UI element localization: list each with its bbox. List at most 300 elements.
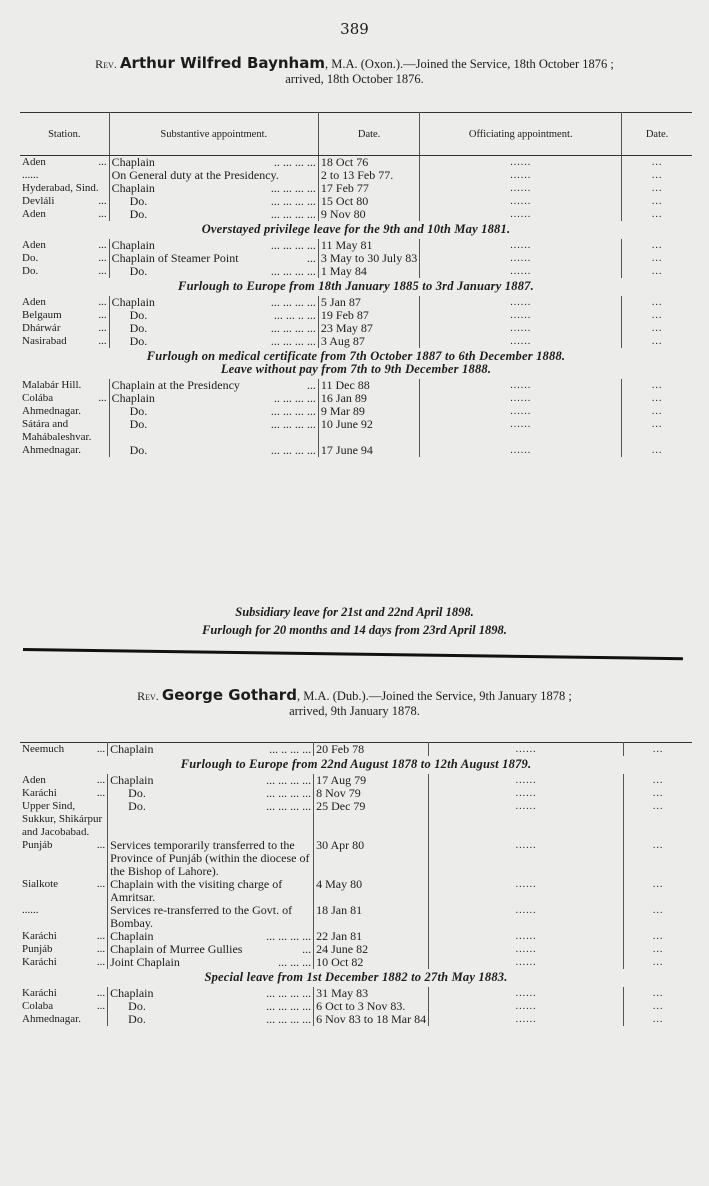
officiating-appointment-text: ...... xyxy=(515,775,537,786)
officiating-appointment-text: ...... xyxy=(515,879,537,890)
date-text: 10 Oct 82 xyxy=(316,955,364,969)
officiating-appointment-text: ...... xyxy=(510,323,532,334)
leave-note-row xyxy=(20,756,692,774)
officiating-appointment-cell xyxy=(420,405,622,418)
officiating-appointment-cell xyxy=(420,379,622,392)
page-number: 389 xyxy=(340,20,369,38)
leave-note-row xyxy=(20,348,692,379)
officiating-appointment-cell xyxy=(420,195,622,208)
station-cell xyxy=(20,418,109,444)
officiating-date-cell xyxy=(624,774,692,787)
leader-dots: ... xyxy=(96,787,106,799)
table-row xyxy=(20,1013,692,1026)
leader-dots: ... xyxy=(96,1000,106,1012)
station-text: ...... xyxy=(22,169,39,181)
officiating-date-cell xyxy=(622,252,692,265)
officiating-appointment-text: ...... xyxy=(515,957,537,968)
officiating-appointment-text: ...... xyxy=(510,183,532,194)
entry-heading-baynham xyxy=(0,56,709,87)
leave-note-row xyxy=(20,969,692,987)
table-row xyxy=(20,208,692,221)
substantive-appointment-text: Chaplain xyxy=(111,295,155,309)
station-text: Hyderabad, Sind. xyxy=(22,182,99,194)
substantive-appointment-text: Do. xyxy=(128,1012,146,1026)
date-cell xyxy=(318,335,419,348)
officiating-date-text: ... xyxy=(652,905,664,916)
date-text: 19 Feb 87 xyxy=(320,308,369,322)
station-cell xyxy=(20,392,109,405)
substantive-appointment-cell xyxy=(108,800,314,839)
leader-dots: ... xyxy=(96,956,106,968)
substantive-appointment-cell xyxy=(108,956,314,969)
officiating-date-text: ... xyxy=(651,393,663,404)
section-divider xyxy=(23,648,683,660)
substantive-appointment-cell xyxy=(109,265,318,278)
substantive-appointment-text: On General duty at the Presidency. xyxy=(111,168,279,182)
degree: , M.A. (Oxon.). xyxy=(324,57,404,71)
substantive-appointment-text: Chaplain xyxy=(110,929,154,943)
footnote: Subsidiary leave for 21st and 22nd April 1898. xyxy=(235,605,474,619)
date-text: 11 May 81 xyxy=(320,238,373,252)
leader-dots: ... xyxy=(98,208,107,220)
substantive-appointment-text: Chaplain xyxy=(111,238,155,252)
station-text: Dhárwár xyxy=(22,322,61,334)
station-cell xyxy=(20,296,109,309)
date-cell xyxy=(318,265,419,278)
substantive-appointment-text: Services re-transferred to the Govt. of Bombay. xyxy=(110,903,293,930)
officiating-appointment-text: ...... xyxy=(510,380,532,391)
substantive-appointment-cell xyxy=(109,208,318,221)
leave-note: Furlough to Europe from 18th January 1885 to 3rd January 1887. xyxy=(178,279,534,293)
officiating-appointment-text: ...... xyxy=(510,336,532,347)
leader-dots: ... xyxy=(96,930,106,942)
col-header-officiating: Officiating appointment. xyxy=(420,113,622,156)
leader-dots: ... xyxy=(302,942,312,956)
officiating-appointment-cell xyxy=(420,239,622,252)
station-cell xyxy=(20,743,108,757)
substantive-appointment-text: Do. xyxy=(129,194,148,208)
officiating-date-cell xyxy=(622,405,692,418)
officiating-appointment-text: ...... xyxy=(510,406,532,417)
station-cell xyxy=(20,335,109,348)
substantive-appointment-text: Chaplain with the visiting charge of Amritsar. xyxy=(110,877,283,904)
substantive-appointment-text: Chaplain of Steamer Point xyxy=(111,251,239,265)
date-cell xyxy=(314,1013,429,1026)
station-text: Aden xyxy=(22,296,46,308)
substantive-appointment-text: Do. xyxy=(129,417,148,431)
substantive-appointment-cell xyxy=(108,1013,314,1026)
station-cell xyxy=(20,800,108,839)
station-cell xyxy=(20,309,109,322)
officiating-date-cell xyxy=(624,904,692,930)
officiating-appointment-cell xyxy=(429,1000,624,1013)
station-cell xyxy=(20,839,108,878)
station-cell xyxy=(20,379,109,392)
officiating-date-cell xyxy=(622,208,692,221)
officiating-date-text: ... xyxy=(652,840,664,851)
substantive-appointment-text: Do. xyxy=(129,308,148,322)
station-text: Neemuch xyxy=(22,743,65,755)
date-cell xyxy=(314,878,429,904)
officiating-appointment-text: ...... xyxy=(510,310,532,321)
officiating-appointment-text: ...... xyxy=(515,905,537,916)
substantive-appointment-text: Do. xyxy=(129,443,148,457)
officiating-appointment-cell xyxy=(429,1013,624,1026)
leader-dots: ... ... ... ... xyxy=(266,929,312,943)
table-row xyxy=(20,444,692,457)
substantive-appointment-cell xyxy=(109,156,318,170)
leave-note-row xyxy=(20,221,692,239)
date-text: 4 May 80 xyxy=(316,877,363,891)
station-cell xyxy=(20,169,109,182)
officiating-appointment-cell xyxy=(429,930,624,943)
station-text: Do. xyxy=(22,265,39,277)
leader-dots: ... xyxy=(98,239,107,251)
officiating-date-text: ... xyxy=(652,944,664,955)
date-cell xyxy=(318,208,419,221)
station-cell xyxy=(20,787,108,800)
officiating-appointment-cell xyxy=(429,956,624,969)
officiating-appointment-text: ...... xyxy=(510,393,532,404)
table-body xyxy=(20,156,692,458)
officiating-date-text: ... xyxy=(651,266,663,277)
officiating-date-cell xyxy=(622,418,692,444)
officiating-date-cell xyxy=(622,169,692,182)
officiating-date-text: ... xyxy=(651,336,663,347)
officiating-date-text: ... xyxy=(652,957,664,968)
officiating-date-cell xyxy=(622,182,692,195)
officiating-appointment-text: ...... xyxy=(515,801,537,812)
table-row xyxy=(20,418,692,444)
leader-dots: ... ... ... ... xyxy=(270,321,316,335)
station-cell xyxy=(20,195,109,208)
station-text: Aden xyxy=(22,208,46,220)
substantive-appointment-text: Do. xyxy=(128,786,146,800)
arrived-text: arrived, 9th January 1878. xyxy=(289,704,420,718)
officiating-appointment-cell xyxy=(420,392,622,405)
substantive-appointment-text: Chaplain xyxy=(110,742,154,756)
station-cell xyxy=(20,943,108,956)
leader-dots: ... ... ... ... xyxy=(266,773,312,787)
date-text: 16 Jan 89 xyxy=(320,391,367,405)
leave-note: Furlough to Europe from 22nd August 1878 to 12th August 1879. xyxy=(180,757,532,771)
table-row xyxy=(20,335,692,348)
substantive-appointment-cell xyxy=(108,878,314,904)
leave-note: Overstayed privilege leave for the 9th and 10th May 1881. xyxy=(201,222,511,236)
leader-dots: ... xyxy=(98,322,107,334)
officiating-date-text: ... xyxy=(651,253,663,264)
station-text: Aden xyxy=(22,774,46,786)
rev-prefix: Rev. xyxy=(95,57,117,71)
leader-dots: ... ... ... ... xyxy=(270,238,316,252)
leader-dots: ... ... ... ... xyxy=(270,295,316,309)
officiating-date-cell xyxy=(624,987,692,1000)
officiating-date-cell xyxy=(622,309,692,322)
leader-dots: ... ... ... xyxy=(278,955,312,969)
station-text: Upper Sind, Sukkur, Shikárpur and Jacobabad. xyxy=(22,800,103,838)
substantive-appointment-text: Do. xyxy=(128,999,146,1013)
officiating-appointment-cell xyxy=(429,904,624,930)
arrived-text: arrived, 18th October 1876. xyxy=(285,72,424,86)
date-text: 2 to 13 Feb 77. xyxy=(320,168,394,182)
substantive-appointment-text: Chaplain at the Presidency xyxy=(111,378,240,392)
officiating-appointment-cell xyxy=(420,156,622,170)
officiating-date-cell xyxy=(624,878,692,904)
date-cell xyxy=(314,743,429,757)
station-text: Sialkote xyxy=(22,878,59,890)
date-text: 3 May to 30 July 83 xyxy=(320,251,418,265)
date-text: 3 Aug 87 xyxy=(320,334,365,348)
joined-text: —Joined the Service, 18th October 1876 ; xyxy=(403,57,614,71)
leader-dots: ... xyxy=(96,774,106,786)
officiating-date-text: ... xyxy=(651,310,663,321)
station-text: Ahmednagar. xyxy=(22,405,81,417)
officiating-appointment-text: ...... xyxy=(515,744,537,755)
station-text: Punjáb xyxy=(22,943,53,955)
substantive-appointment-cell xyxy=(109,444,318,457)
date-text: 1 May 84 xyxy=(320,264,367,278)
station-text: Colaba xyxy=(22,1000,54,1012)
officiating-date-text: ... xyxy=(652,801,664,812)
leader-dots: ... ... ... ... xyxy=(266,986,312,1000)
substantive-appointment-text: Do. xyxy=(128,799,146,813)
station-text: Karáchi xyxy=(22,930,57,942)
leader-dots: ... ... ... ... xyxy=(270,417,316,431)
leave-note: Furlough on medical certificate from 7th October 1887 to 6th December 1888. Leave without pay from 7th to 9th December 1888. xyxy=(146,349,566,376)
substantive-appointment-cell xyxy=(109,418,318,444)
officiating-appointment-text: ...... xyxy=(515,1014,537,1025)
officiating-appointment-cell xyxy=(429,839,624,878)
officiating-appointment-cell xyxy=(429,943,624,956)
leader-dots: ... ... ... ... xyxy=(266,1012,312,1026)
substantive-appointment-text: Do. xyxy=(129,404,148,418)
officiating-appointment-text: ...... xyxy=(515,944,537,955)
officiating-appointment-text: ...... xyxy=(515,988,537,999)
substantive-appointment-text: Services temporarily transferred to the Province of Punjáb (within the diocese of the Bishop of Lahore). xyxy=(110,838,310,878)
station-cell xyxy=(20,182,109,195)
substantive-appointment-cell xyxy=(108,743,314,757)
date-text: 18 Oct 76 xyxy=(320,155,369,169)
col-header-station: Station. xyxy=(20,113,109,156)
officiating-date-cell xyxy=(622,379,692,392)
leader-dots: ... ... ... ... xyxy=(270,194,316,208)
officiating-date-text: ... xyxy=(652,879,664,890)
substantive-appointment-text: Chaplain xyxy=(110,773,154,787)
date-text: 24 June 82 xyxy=(316,942,369,956)
person-name: George Gothard xyxy=(161,686,297,704)
table-body xyxy=(20,743,692,1027)
station-text: Do. xyxy=(22,252,39,264)
date-cell xyxy=(318,444,419,457)
officiating-appointment-text: ...... xyxy=(510,253,532,264)
station-text: Malabár Hill. xyxy=(22,379,82,391)
officiating-appointment-text: ...... xyxy=(510,240,532,251)
officiating-appointment-text: ...... xyxy=(510,170,532,181)
date-text: 9 Nov 80 xyxy=(320,207,366,221)
date-text: 20 Feb 78 xyxy=(316,742,365,756)
substantive-appointment-text: Chaplain xyxy=(110,986,154,1000)
leader-dots: ... xyxy=(96,878,106,890)
station-cell xyxy=(20,1013,108,1026)
officiating-date-cell xyxy=(624,787,692,800)
table-row xyxy=(20,904,692,930)
footnote: Furlough for 20 months and 14 days from 23rd April 1898. xyxy=(202,623,507,637)
substantive-appointment-text: Do. xyxy=(129,334,148,348)
officiating-appointment-text: ...... xyxy=(515,931,537,942)
leader-dots: ... xyxy=(98,309,107,321)
col-header-substantive: Substantive appointment. xyxy=(109,113,318,156)
date-cell xyxy=(318,156,419,170)
officiating-date-cell xyxy=(624,1013,692,1026)
officiating-appointment-text: ...... xyxy=(510,209,532,220)
leader-dots: ... ... ... ... xyxy=(270,207,316,221)
leader-dots: ... xyxy=(96,839,106,851)
substantive-appointment-text: Do. xyxy=(129,264,148,278)
leader-dots: ... xyxy=(306,251,316,265)
leader-dots: ... xyxy=(96,943,106,955)
substantive-appointment-text: Do. xyxy=(129,321,148,335)
officiating-appointment-text: ...... xyxy=(515,1001,537,1012)
officiating-appointment-cell xyxy=(420,309,622,322)
station-text: ...... xyxy=(22,904,39,916)
substantive-appointment-cell xyxy=(108,839,314,878)
officiating-appointment-text: ...... xyxy=(510,196,532,207)
station-cell xyxy=(20,774,108,787)
station-text: Nasirabad xyxy=(22,335,67,347)
officiating-date-text: ... xyxy=(652,931,664,942)
table-row xyxy=(20,156,692,170)
leader-dots: ... xyxy=(98,335,107,347)
leader-dots: ... xyxy=(96,743,106,755)
station-text: Punjáb xyxy=(22,839,53,851)
station-text: Devláli xyxy=(22,195,55,207)
leader-dots: ... ... ... ... xyxy=(270,181,316,195)
date-text: 17 Aug 79 xyxy=(316,773,367,787)
leave-note: Special leave from 1st December 1882 to 27th May 1883. xyxy=(204,970,508,984)
officiating-appointment-cell xyxy=(420,444,622,457)
date-cell xyxy=(318,418,419,444)
station-cell xyxy=(20,156,109,170)
officiating-appointment-cell xyxy=(429,878,624,904)
substantive-appointment-text: Chaplain xyxy=(111,391,155,405)
substantive-appointment-text: Chaplain of Murree Gullies xyxy=(110,942,243,956)
leader-dots: ... ... ... ... xyxy=(266,999,312,1013)
entry-heading-gothard xyxy=(0,688,709,719)
station-cell xyxy=(20,904,108,930)
station-cell xyxy=(20,1000,108,1013)
officiating-date-cell xyxy=(622,265,692,278)
officiating-date-cell xyxy=(624,930,692,943)
leave-note-row xyxy=(20,278,692,296)
officiating-appointment-text: ...... xyxy=(510,297,532,308)
officiating-date-text: ... xyxy=(651,209,663,220)
leader-dots: ... xyxy=(306,378,316,392)
station-cell xyxy=(20,208,109,221)
station-cell xyxy=(20,239,109,252)
station-cell xyxy=(20,322,109,335)
col-header-date: Date. xyxy=(318,113,419,156)
date-text: 11 Dec 88 xyxy=(320,378,370,392)
officiating-appointment-cell xyxy=(420,265,622,278)
officiating-date-cell xyxy=(624,956,692,969)
date-text: 6 Oct to 3 Nov 83. xyxy=(316,999,406,1013)
degree: , M.A. (Dub.). xyxy=(296,689,369,703)
officiating-date-cell xyxy=(622,239,692,252)
substantive-appointment-text: Chaplain xyxy=(111,181,155,195)
station-text: Belgaum xyxy=(22,309,62,321)
date-text: 17 Feb 77 xyxy=(320,181,369,195)
officiating-date-cell xyxy=(622,322,692,335)
officiating-date-text: ... xyxy=(651,406,663,417)
officiating-appointment-cell xyxy=(429,787,624,800)
officiating-appointment-cell xyxy=(420,169,622,182)
officiating-appointment-cell xyxy=(420,208,622,221)
table-row xyxy=(20,743,692,757)
leader-dots: ... ... ... ... xyxy=(270,334,316,348)
date-text: 15 Oct 80 xyxy=(320,194,369,208)
leader-dots: ... xyxy=(96,987,106,999)
leader-dots: ... ... ... ... xyxy=(266,786,312,800)
table-header-row xyxy=(20,113,692,156)
officiating-date-text: ... xyxy=(651,170,663,181)
table-row xyxy=(20,800,692,839)
officiating-appointment-cell xyxy=(420,335,622,348)
date-text: 31 May 83 xyxy=(316,986,369,1000)
date-text: 8 Nov 79 xyxy=(316,786,361,800)
station-text: Ahmednagar. xyxy=(22,444,81,456)
substantive-appointment-text: Do. xyxy=(129,207,148,221)
station-cell xyxy=(20,878,108,904)
officiating-date-cell xyxy=(624,1000,692,1013)
date-text: 22 Jan 81 xyxy=(316,929,363,943)
date-text: 5 Jan 87 xyxy=(320,295,361,309)
officiating-date-text: ... xyxy=(651,183,663,194)
station-cell xyxy=(20,444,109,457)
officiating-appointment-text: ...... xyxy=(510,445,532,456)
station-cell xyxy=(20,956,108,969)
officiating-appointment-cell xyxy=(429,774,624,787)
station-text: Colába xyxy=(22,392,54,404)
officiating-date-text: ... xyxy=(651,419,663,430)
officiating-date-text: ... xyxy=(651,380,663,391)
date-text: 23 May 87 xyxy=(320,321,373,335)
table-row xyxy=(20,878,692,904)
officiating-date-cell xyxy=(624,743,692,757)
date-cell xyxy=(314,800,429,839)
officiating-appointment-cell xyxy=(429,800,624,839)
leader-dots: ... xyxy=(98,156,107,168)
table-row xyxy=(20,956,692,969)
officiating-appointment-cell xyxy=(420,252,622,265)
officiating-date-cell xyxy=(622,392,692,405)
officiating-date-cell xyxy=(624,943,692,956)
officiating-date-cell xyxy=(622,156,692,170)
date-cell xyxy=(314,839,429,878)
officiating-date-cell xyxy=(624,800,692,839)
date-cell xyxy=(314,956,429,969)
station-text: Sátára and Mahábaleshvar. xyxy=(22,418,92,443)
leader-dots: ... xyxy=(98,296,107,308)
service-table-baynham xyxy=(20,112,692,457)
officiating-date-text: ... xyxy=(651,297,663,308)
joined-text: —Joined the Service, 9th January 1878 ; xyxy=(368,689,572,703)
station-text: Karáchi xyxy=(22,987,57,999)
date-text: 30 Apr 80 xyxy=(316,838,365,852)
leader-dots: ... ... ... ... xyxy=(270,443,316,457)
station-text: Aden xyxy=(22,156,46,168)
officiating-appointment-cell xyxy=(420,418,622,444)
leader-dots: .. ... ... ... xyxy=(273,155,316,169)
